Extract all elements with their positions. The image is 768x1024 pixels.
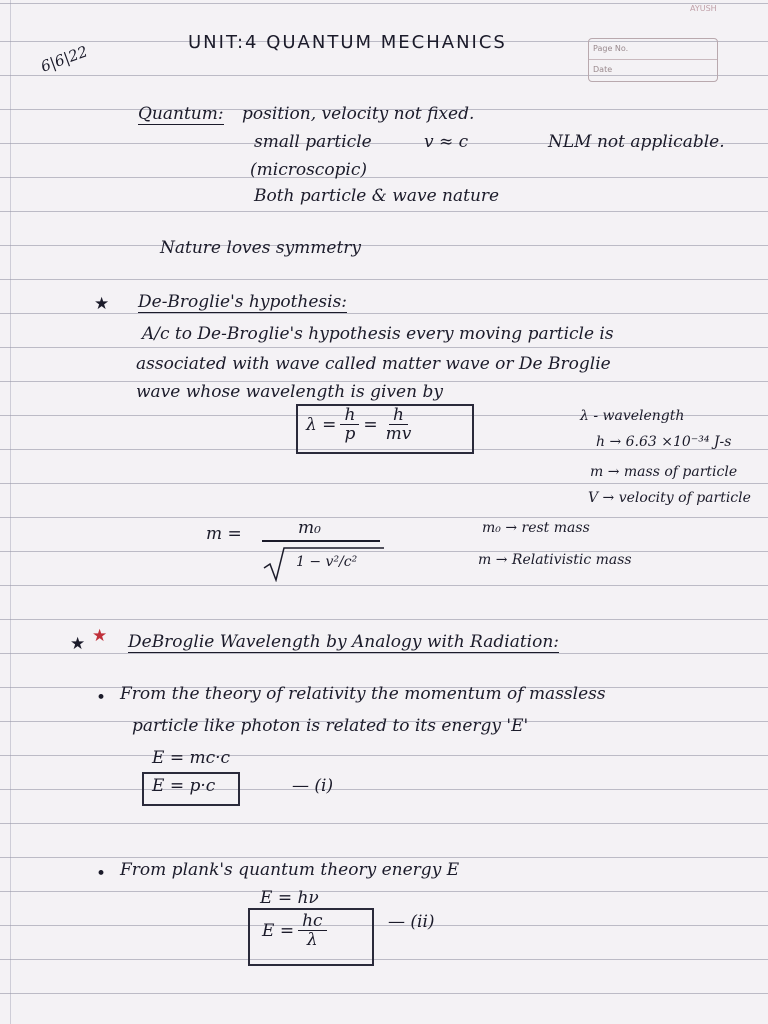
- debroglie-para3: wave whose wavelength is given by: [136, 382, 443, 402]
- debroglie-formula: [306, 406, 419, 443]
- legend-velocity: V → velocity of particle: [588, 490, 751, 506]
- bullet-dot: •: [96, 864, 107, 884]
- star-bullet: ★: [70, 634, 86, 654]
- legend-wavelength: λ - wavelength: [580, 408, 685, 424]
- fraction-num: h: [340, 406, 359, 425]
- stamp-text: AYUSH: [690, 4, 717, 13]
- bullet1-line2: particle like photon is related to its energy 'E': [132, 716, 529, 736]
- debroglie-para2: associated with wave called matter wave or De Broglie: [136, 354, 611, 374]
- page-no-label: Page No.: [589, 39, 717, 60]
- bullet-dot: •: [96, 688, 107, 708]
- quantum-line4: Both particle & wave nature: [254, 186, 500, 206]
- star-bullet: ★: [94, 294, 110, 314]
- legend-planck: h → 6.63 ×10⁻³⁴ J-s: [596, 434, 732, 450]
- mass-lhs: m =: [206, 524, 242, 544]
- bullet1-line1: From the theory of relativity the momentum of massless: [120, 684, 606, 704]
- fraction-num: hc: [298, 912, 326, 931]
- margin-line: [10, 0, 11, 1024]
- mass-num: m₀: [298, 518, 321, 538]
- debroglie-para1: A/c to De-Broglie's hypothesis every moving particle is: [142, 324, 614, 344]
- eq-tag-i: — (i): [292, 776, 334, 796]
- formula-lhs: λ =: [306, 414, 337, 435]
- quantum-line1: position, velocity not fixed.: [242, 104, 475, 124]
- quantum-label: Quantum:: [138, 104, 224, 124]
- eq4-lhs: E =: [262, 920, 295, 941]
- fraction-h-over-p: [340, 406, 359, 443]
- legend-rest-mass: m₀ → rest mass: [482, 520, 590, 536]
- date-label: Date: [593, 65, 613, 74]
- symmetry-note: Nature loves symmetry: [160, 238, 362, 258]
- red-star-icon: ★: [92, 626, 108, 646]
- quantum-line2-right: NLM not applicable.: [548, 132, 725, 152]
- fraction-den: λ: [306, 930, 318, 950]
- formula-eq: =: [363, 414, 378, 435]
- legend-relativistic-mass: m → Relativistic mass: [478, 552, 632, 568]
- fraction-hc-over-lambda: [298, 912, 326, 949]
- eq-e-hc-lambda: [262, 912, 331, 949]
- handwritten-date: 6|6|22: [38, 42, 90, 76]
- radiation-heading: DeBroglie Wavelength by Analogy with Radiation:: [128, 632, 560, 652]
- quantum-line2-mid: v ≈ c: [424, 132, 469, 152]
- eq-e-hv: E = hν: [260, 888, 319, 908]
- quantum-line3: (microscopic): [250, 160, 368, 180]
- mass-fraction-bar: [262, 540, 380, 542]
- fraction-den: mv: [385, 424, 412, 444]
- mass-den: 1 − v²/c²: [296, 554, 358, 570]
- eq-e-mc-c: E = mc·c: [152, 748, 231, 768]
- legend-mass: m → mass of particle: [590, 464, 738, 480]
- fraction-num: h: [389, 406, 408, 425]
- fraction-den: p: [344, 424, 356, 444]
- quantum-line2-left: small particle: [254, 132, 372, 152]
- page-date-box: [588, 38, 718, 82]
- fraction-h-over-mv: [382, 406, 416, 443]
- page-title: UNIT:4 QUANTUM MECHANICS: [188, 32, 507, 53]
- debroglie-heading: De-Broglie's hypothesis:: [138, 292, 348, 312]
- eq-tag-ii: — (ii): [388, 912, 435, 932]
- eq-e-pc: E = p·c: [152, 776, 216, 796]
- bullet2-text: From plank's quantum theory energy E: [120, 860, 460, 880]
